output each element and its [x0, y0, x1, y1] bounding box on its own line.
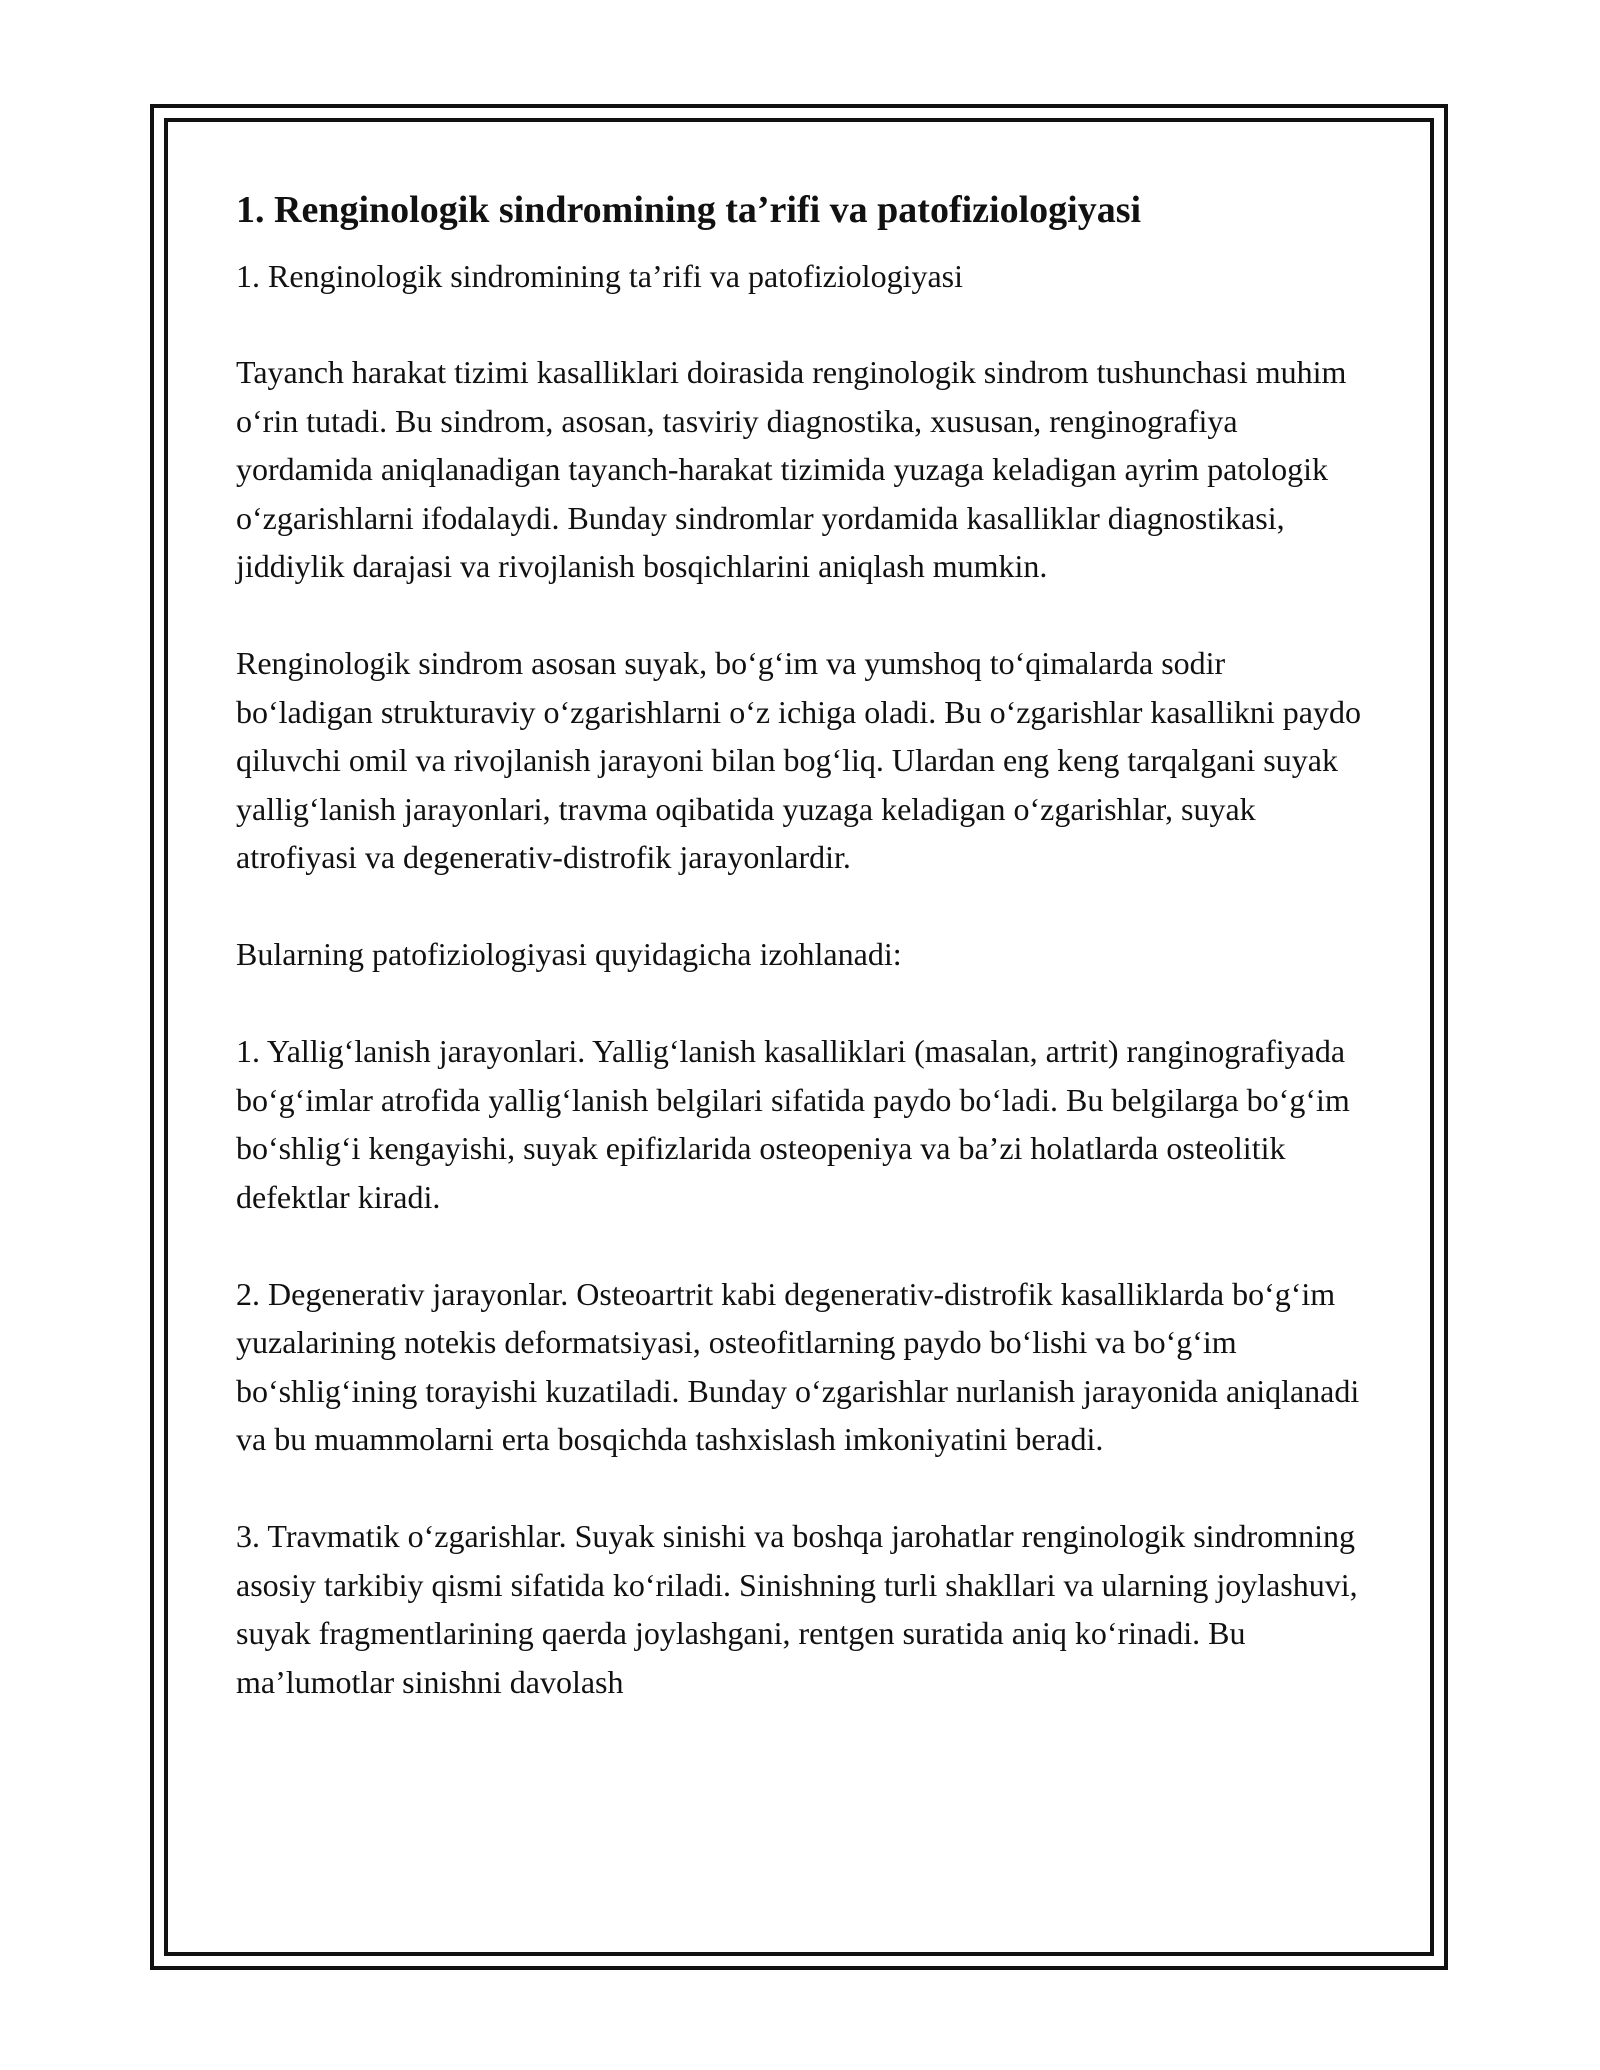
- section-heading: 1. Renginologik sindromining ta’rifi va patofiziologiyasi: [236, 189, 1142, 231]
- paragraph-inflammation: 1. Yallig‘lanish jarayonlari. Yallig‘lanish kasalliklari (masalan, artrit) ranginografiyada bo‘g‘imlar atrofida yallig‘lanish belgilari sifatida paydo bo‘ladi. Bu belgilarga bo‘g‘im bo‘shlig‘i kengayishi, suyak epifizlarida osteopeniya va ba’zi holatlarda osteolitik defektlar kiradi.: [236, 1033, 1350, 1215]
- paragraph-intro: Tayanch harakat tizimi kasalliklari doirasida renginologik sindrom tushunchasi muhim o‘rin tutadi. Bu sindrom, asosan, tasviriy diagnostika, xususan, renginografiya yordamida aniqlanadigan tayanch-harakat tizimida yuzaga keladigan ayrim patologik o‘zgarishlarni ifodalaydi. Bunday sindromlar yordamida kasalliklar diagnostikasi, jiddiylik darajasi va rivojlanish bosqichlarini aniqlash mumkin.: [236, 354, 1347, 584]
- document-body: [236, 186, 1366, 1755]
- paragraph-pathophysiology-lead: Bularning patofiziologiyasi quyidagicha izohlanadi:: [236, 936, 902, 972]
- paragraph-traumatic: 3. Travmatik o‘zgarishlar. Suyak sinishi va boshqa jarohatlar renginologik sindromning asosiy tarkibiy qismi sifatida ko‘riladi. Sinishning turli shakllari va ularning joylashuvi, suyak fragmentlarining qaerda joylashgani, rentgen suratida aniq ko‘rinadi. Bu ma’lumotlar sinishni davolash: [236, 1518, 1358, 1700]
- section-subheading: 1. Renginologik sindromining ta’rifi va patofiziologiyasi: [236, 258, 963, 294]
- paragraph-structure: Renginologik sindrom asosan suyak, bo‘g‘im va yumshoq to‘qimalarda sodir bo‘ladigan strukturaviy o‘zgarishlarni o‘z ichiga oladi. Bu o‘zgarishlar kasallikni paydo qiluvchi omil va rivojlanish jarayoni bilan bog‘liq. Ulardan eng keng tarqalgani suyak yallig‘lanish jarayonlari, travma oqibatida yuzaga keladigan o‘zgarishlar, suyak atrofiyasi va degenerativ-distrofik jarayonlardir.: [236, 645, 1361, 875]
- paragraph-degenerative: 2. Degenerativ jarayonlar. Osteoartrit kabi degenerativ-distrofik kasalliklarda bo‘g‘im yuzalarining notekis deformatsiyasi, osteofitlarning paydo bo‘lishi va bo‘g‘im bo‘shlig‘ining torayishi kuzatiladi. Bunday o‘zgarishlar nurlanish jarayonida aniqlanadi va bu muammolarni erta bosqichda tashxislash imkoniyatini beradi.: [236, 1275, 1360, 1457]
